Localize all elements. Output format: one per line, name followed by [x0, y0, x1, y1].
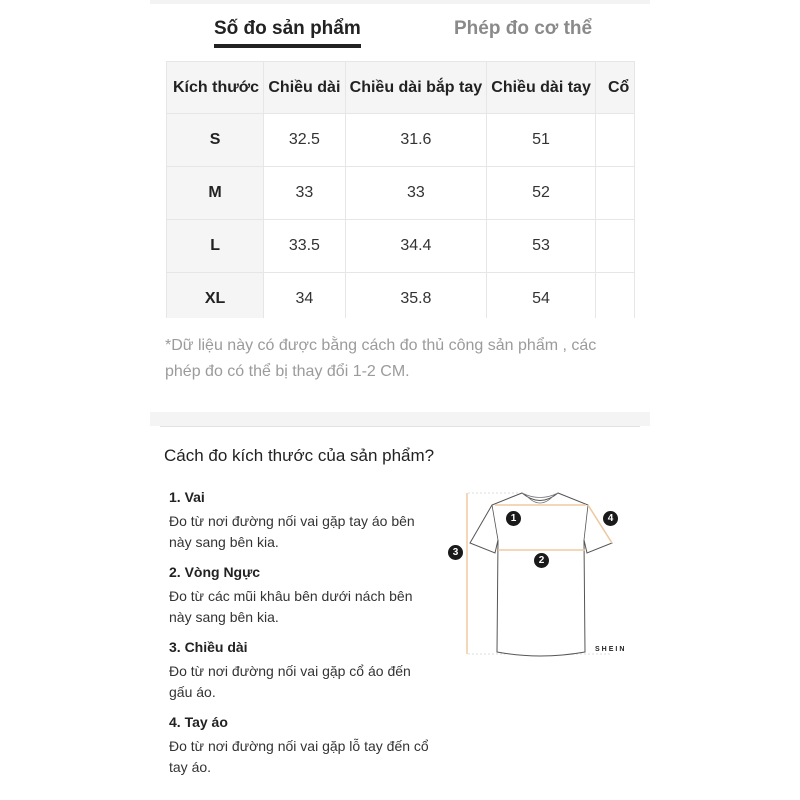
table-row [167, 167, 635, 220]
step-desc: Đo từ nơi đường nối vai gặp lỗ tay đến cổ tay áo. [169, 738, 429, 775]
cell-length: 32.5 [264, 114, 345, 167]
step-length [169, 637, 429, 703]
step-title: 1. Vai [169, 489, 205, 505]
cell-bicep-length: 33 [345, 167, 487, 220]
cell-sleeve-length: 53 [487, 220, 596, 273]
tab-product-measurements[interactable]: Số đo sản phẩm [214, 18, 361, 48]
table-row [167, 220, 635, 273]
cell-bicep-length: 34.4 [345, 220, 487, 273]
step-desc: Đo từ các mũi khâu bên dưới nách bên này sang bên kia. [169, 588, 413, 625]
step-title: 3. Chiều dài [169, 639, 248, 655]
cell-bicep-length: 35.8 [345, 273, 487, 319]
cell-sleeve-length: 51 [487, 114, 596, 167]
measurement-note: *Dữ liệu này có được bằng cách đo thủ công sản phẩm , các phép đo có thể bị thay đổi 1-2 CM. [165, 337, 597, 380]
tshirt-measure-diagram [440, 480, 640, 660]
brand-logo: SHEIN [595, 646, 627, 653]
top-divider [150, 0, 650, 4]
table-row [167, 273, 635, 319]
cell-length: 33.5 [264, 220, 345, 273]
cell-neck [595, 114, 634, 167]
step-title: 4. Tay áo [169, 714, 228, 730]
badge-sleeve: 4 [603, 511, 618, 526]
cell-bicep-length: 31.6 [345, 114, 487, 167]
cell-neck [595, 220, 634, 273]
size-table-container[interactable] [166, 61, 635, 318]
cell-size: M [167, 167, 264, 220]
how-to-measure-title: Cách đo kích thước của sản phẩm? [164, 446, 435, 465]
tshirt-icon [440, 480, 640, 660]
step-desc: Đo từ nơi đường nối vai gặp cổ áo đến gấu áo. [169, 663, 411, 700]
section-separator [150, 412, 650, 426]
header-bicep-length: Chiều dài bắp tay [345, 62, 487, 114]
badge-length: 3 [448, 545, 463, 560]
size-tabs [150, 14, 650, 50]
cell-length: 33 [264, 167, 345, 220]
step-shoulder [169, 487, 429, 553]
divider-line [160, 426, 640, 427]
badge-shoulder: 1 [506, 511, 521, 526]
size-table [166, 61, 635, 318]
step-title: 2. Vòng Ngực [169, 564, 261, 580]
cell-sleeve-length: 54 [487, 273, 596, 319]
cell-neck [595, 167, 634, 220]
header-sleeve-length: Chiều dài tay [487, 62, 596, 114]
cell-size: S [167, 114, 264, 167]
table-header-row [167, 62, 635, 114]
badge-chest: 2 [534, 553, 549, 568]
step-desc: Đo từ nơi đường nối vai gặp tay áo bên này sang bên kia. [169, 513, 415, 550]
header-neck: Cổ [595, 62, 634, 114]
cell-sleeve-length: 52 [487, 167, 596, 220]
cell-size: L [167, 220, 264, 273]
header-size: Kích thước [167, 62, 264, 114]
cell-neck [595, 273, 634, 319]
cell-size: XL [167, 273, 264, 319]
cell-length: 34 [264, 273, 345, 319]
step-sleeve [169, 712, 429, 778]
header-length: Chiều dài [264, 62, 345, 114]
table-row [167, 114, 635, 167]
tab-body-measurements[interactable]: Phép đo cơ thể [454, 18, 593, 39]
step-chest [169, 562, 429, 628]
measure-steps [169, 487, 429, 787]
